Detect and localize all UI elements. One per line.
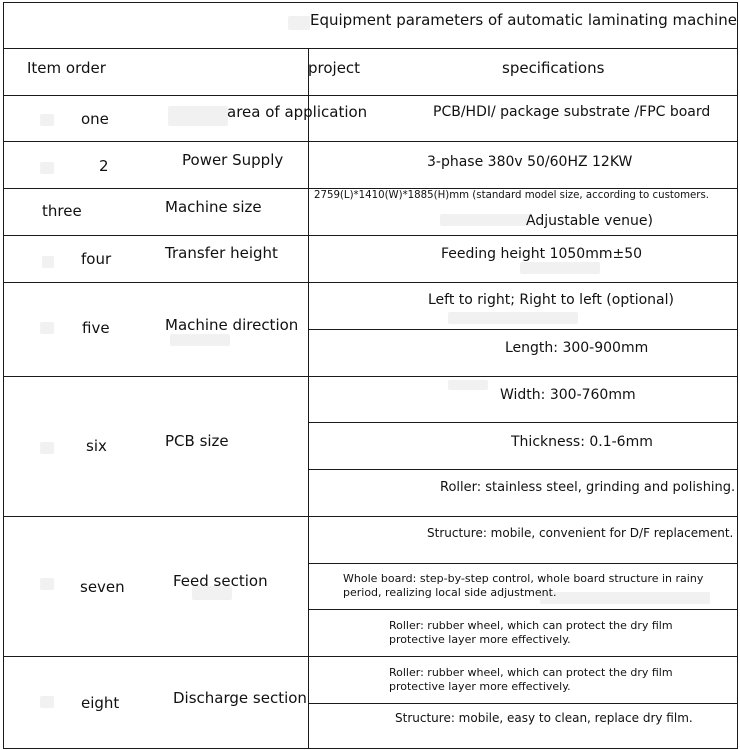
specification: PCB/HDI/ package substrate /FPC board — [433, 104, 711, 120]
column-border — [737, 2, 738, 749]
row-border — [3, 282, 738, 283]
faded-mark — [40, 322, 54, 334]
faded-mark — [170, 334, 230, 346]
row-border — [3, 2, 738, 3]
sub-row-border — [308, 422, 738, 423]
faded-mark — [520, 262, 600, 274]
specification: Whole board: step-by-step control, whole board structure in rainy period, realizing local side adjustment. — [343, 572, 704, 599]
specification: Roller: rubber wheel, which can protect the dry film protective layer more effectively. — [389, 666, 673, 693]
item-order: six — [86, 437, 107, 455]
faded-mark — [40, 114, 54, 126]
item-order: five — [82, 319, 110, 337]
faded-mark — [40, 162, 54, 174]
faded-mark — [288, 16, 310, 30]
project-label: Transfer height — [165, 244, 278, 262]
sub-row-border — [308, 469, 738, 470]
faded-mark — [440, 214, 530, 226]
column-border — [3, 2, 4, 749]
specification: 2759(L)*1410(W)*1885(H)mm (standard model size, according to customers. — [314, 190, 710, 201]
item-order: 2 — [99, 157, 109, 175]
faded-mark — [448, 312, 578, 324]
specification: Width: 300-760mm — [500, 387, 636, 403]
specification: 3-phase 380v 50/60HZ 12KW — [427, 154, 633, 170]
row-border — [3, 188, 738, 189]
item-order: eight — [81, 694, 120, 712]
row-border — [3, 48, 738, 49]
specification: Roller: rubber wheel, which can protect the dry film protective layer more effectively. — [389, 619, 673, 646]
column-border — [308, 48, 309, 749]
faded-mark — [40, 442, 54, 454]
specification: Left to right; Right to left (optional) — [428, 292, 674, 308]
header-item-order: Item order — [27, 59, 106, 77]
sub-row-border — [308, 563, 738, 564]
project-label: Machine size — [165, 198, 262, 216]
project-label: Power Supply — [182, 151, 284, 169]
header-project: project — [308, 59, 361, 77]
sub-row-border — [308, 609, 738, 610]
faded-mark — [168, 106, 228, 126]
specification: Adjustable venue) — [526, 213, 653, 229]
specification: Structure: mobile, convenient for D/F replacement. — [427, 526, 734, 540]
row-border — [3, 141, 738, 142]
faded-mark — [40, 578, 54, 590]
item-order: three — [42, 202, 82, 220]
specification: Thickness: 0.1-6mm — [511, 434, 653, 450]
specification: Feeding height 1050mm±50 — [441, 246, 643, 262]
project-label: PCB size — [165, 432, 229, 450]
specification: Length: 300-900mm — [505, 340, 649, 356]
item-order: seven — [80, 578, 125, 596]
project-label: Discharge section — [173, 689, 307, 707]
row-border — [3, 656, 738, 657]
project-label: Feed section — [173, 572, 268, 590]
faded-mark — [42, 256, 54, 268]
faded-mark — [40, 696, 54, 708]
header-specifications: specifications — [502, 59, 605, 77]
faded-mark — [448, 380, 488, 390]
item-order: one — [81, 110, 109, 128]
row-border — [3, 748, 738, 749]
row-border — [3, 95, 738, 96]
row-border — [3, 235, 738, 236]
specification: Roller: stainless steel, grinding and polishing. — [440, 480, 736, 495]
sub-row-border — [308, 329, 738, 330]
specification: Structure: mobile, easy to clean, replace dry film. — [395, 711, 693, 725]
project-label: area of application — [227, 103, 368, 121]
row-border — [3, 516, 738, 517]
row-border — [3, 376, 738, 377]
table-title: Equipment parameters of automatic laminating machine — [310, 11, 737, 29]
project-label: Machine direction — [165, 316, 299, 334]
sub-row-border — [308, 703, 738, 704]
item-order: four — [81, 250, 112, 268]
